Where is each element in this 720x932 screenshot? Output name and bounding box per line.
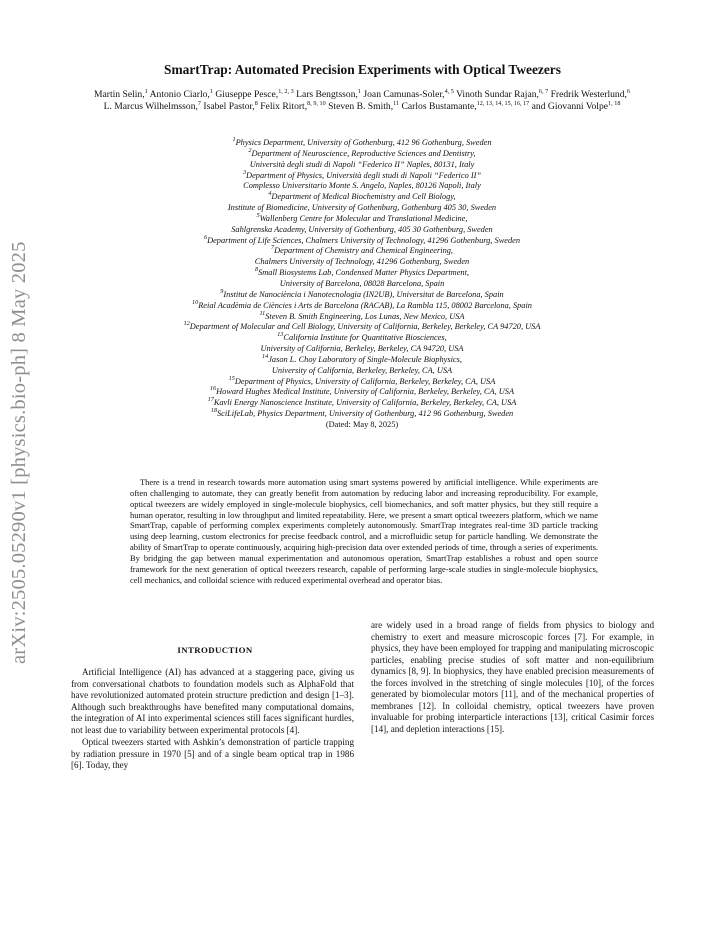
affiliation-mark: 9 (220, 288, 224, 296)
affiliation-text: Department of Chemistry and Chemical Engineering, (274, 246, 453, 256)
author-name: Joan Camunas-Soler, (363, 89, 445, 100)
body-paragraph: are widely used in a broad range of fields from physics to biology and chemistry to exert and measure microscopic forces [7]. For example, in physics, they have been employed for trapping and manipulating microscopic particles, enabling precise studies of soft matter and non-equilibrium dynamics [8, 9]. In biophysics, they have enabled precision measurements of the forces involved in the stretching of single molecules [10], of the forces generated by biomolecular motors [11], and of the mechanical properties of membranes [12]. In colloidal chemistry, optical tweezers have proven invaluable for probing interparticle interactions [13], critical Casimir forces [14], and depletion interactions [15]. (371, 620, 654, 734)
affiliation-mark: 4 (268, 190, 272, 198)
abstract-text: There is a trend in research towards more automation using smart systems powered by artificial intelligence. While experiments are often challenging to automate, they can greatly benefit from automation by reducing labor and increasing reproducibility. For example, optical tweezers are widely employed in single-molecule biophysics, cell biomechanics, and soft matter physics, but they still require a human operator, resulting in low throughput and limited repeatability. Here, we present a smart optical tweezers platform, which we name SmartTrap, capable of performing complex experiments completely autonomously. SmartTrap integrates real-time 3D particle tracking using deep learning, custom electronics for precise feedback control, and a microfluidic setup for particle handling. We demonstrate the ability of SmartTrap to operate continuously, acquiring high-precision data over extended periods of time, through a series of experiments. By bridging the gap between manual experimentation and autonomous operation, SmartTrap establishes a robust and open source framework for the next generation of optical tweezers research, capable of performing large-scale studies in single-molecule biophysics, cell mechanics, and colloidal science with reduced experimental overhead and operator bias. (130, 477, 598, 585)
author-name: L. Marcus Wilhelmsson, (103, 101, 198, 113)
section-heading: INTRODUCTION (177, 645, 253, 655)
affiliation-line (92, 192, 632, 203)
affiliation-mark: 7 (271, 244, 275, 252)
affiliation-text: Department of Physics, University of California, Berkeley, Berkeley, CA, USA (234, 376, 496, 386)
affiliation-line (92, 233, 632, 247)
affiliation-text: Small Biosystems Lab, Condensed Matter Physics Department, (258, 268, 469, 278)
affiliation-line (92, 160, 632, 171)
author-affiliation-mark: 8 (254, 100, 258, 108)
author-affiliation-mark: 1, 2, 3 (278, 87, 294, 95)
affiliation-line (92, 138, 632, 149)
body-paragraph: Optical tweezers started with Ashkin’s demonstration of particle trapping by radiation pressure in 1970 [5] and of a single beam optical trap in 1986 [6]. Today, they (71, 737, 354, 771)
author-name: Antonio Ciarlo, (149, 89, 210, 100)
affiliation-mark: 8 (255, 266, 259, 274)
affiliation-text: University of California, Berkeley, Berkeley, CA 94720, USA (260, 344, 464, 354)
affiliation-mark: 15 (228, 374, 235, 382)
affiliation-line (92, 398, 632, 409)
author-name: Martin Selin, (93, 89, 145, 100)
author-name: Carlos Bustamante, (401, 101, 477, 113)
affiliation-text: Kavli Energy Nanoscience Institute, University of California, Berkeley, Berkeley, CA, USA (213, 398, 517, 408)
affiliation-mark: 5 (256, 212, 260, 220)
body-column-right (371, 620, 654, 736)
affiliation-text: SciLifeLab, Physics Department, University of Gothenburg, 412 96 Gothenburg, Sweden (216, 409, 514, 419)
affiliation-mark: 6 (203, 233, 208, 241)
affiliation-text: Department of Molecular and Cell Biology, University of California, Berkeley, Berkeley, CA 94720, USA (189, 322, 541, 332)
affiliation-text: Wallenberg Centre for Molecular and Translational Medicine, (259, 213, 468, 223)
author-name: Giuseppe Pesce, (215, 89, 279, 100)
affiliation-line (92, 246, 632, 257)
abstract (130, 477, 598, 585)
affiliation-text: Department of Neuroscience, Reproductive Sciences and Dentistry, (251, 148, 476, 158)
author-name: Isabel Pastor, (203, 101, 255, 113)
affiliation-mark: 10 (192, 298, 199, 306)
affiliation-mark: 3 (242, 168, 247, 176)
arxiv-identifier: arXiv:2505.05290v1 [physics.bio-ph] 8 May 2025 (8, 241, 30, 664)
author-name: Lars Bengtsson, (296, 89, 358, 100)
paper-date: (Dated: May 8, 2025) (325, 419, 399, 429)
affiliation-text: Steven B. Smith Engineering, Los Lunas, New Mexico, USA (265, 311, 465, 321)
affiliation-mark: 2 (248, 147, 252, 155)
affiliation-line (92, 268, 632, 279)
affiliation-mark: 14 (262, 353, 269, 361)
affiliation-line (92, 203, 632, 214)
paper-title: SmartTrap: Automated Precision Experiments with Optical Tweezers (164, 62, 561, 77)
affiliation-line (92, 168, 632, 182)
affiliation-line (92, 290, 632, 301)
body-paragraph: Artificial Intelligence (AI) has advanced at a staggering pace, giving us from conversational chatbots to foundation models such as AlphaFold that have revolutionized automated protein structure prediction and design [1–3]. Although such breakthroughs have benefited many computational domains, the integration of AI into experimental sciences still faces significant hurdles, not least due to variability between experimental protocols [4]. (71, 667, 354, 735)
author-affiliation-mark: 11 (393, 100, 400, 108)
affiliation-text: California Institute for Quantitative Biosciences, (283, 333, 447, 343)
affiliation-line (92, 225, 632, 236)
author-affiliation-mark: 7 (197, 100, 201, 108)
affiliation-line (92, 279, 632, 290)
affiliation-line (92, 409, 632, 420)
affiliation-text: Department of Life Sciences, Chalmers University of Technology, 41296 Gothenburg, Sweden (207, 235, 521, 245)
author-list (92, 89, 632, 114)
author-affiliation-mark: 12, 13, 14, 15, 16, 17 (476, 100, 530, 108)
author-name: Felix Ritort, (260, 101, 308, 113)
affiliation-text: Institut de Nanociència i Nanotecnologia (IN2UB), Universitat de Barcelona, Spain (223, 289, 504, 299)
affiliation-list (92, 138, 632, 431)
affiliation-text: Institute of Biomedicine, University of Gothenburg, Gothenburg 405 30, Sweden (227, 203, 497, 213)
author-affiliation-mark: 1 (209, 87, 213, 95)
affiliation-mark: 13 (277, 331, 284, 339)
affiliation-line (92, 333, 632, 344)
affiliation-text: University of California, Berkeley, Berkeley, CA, USA (271, 365, 453, 375)
affiliation-text: Complesso Universitario Monte S. Angelo, Naples, 80126 Napoli, Italy (243, 181, 481, 191)
affiliation-mark: 17 (207, 396, 214, 404)
author-affiliation-mark: 1, 18 (608, 100, 621, 108)
affiliation-line (92, 257, 632, 268)
affiliation-line (92, 366, 632, 377)
affiliation-text: Physics Department, University of Gothenburg, 412 96 Gothenburg, Sweden (235, 138, 492, 147)
author-affiliation-mark: 6 (626, 87, 631, 95)
body-column-left (71, 667, 354, 773)
author-affiliation-mark: 8, 9, 10 (307, 100, 326, 108)
author-affiliation-mark: 6, 7 (538, 87, 549, 95)
author-name: Vinoth Sundar Rajan, (456, 89, 539, 100)
affiliation-mark: 18 (210, 407, 217, 415)
affiliation-mark: 12 (183, 320, 190, 328)
affiliation-line (92, 181, 632, 192)
affiliation-text: Università degli studi di Napoli “Federico II” Naples, 80131, Italy (249, 159, 475, 169)
affiliation-line (92, 387, 632, 398)
affiliation-text: Sahlgrenska Academy, University of Gothenburg, 405 30 Gothenburg, Sweden (231, 224, 493, 234)
affiliation-text: Department of Medical Biochemistry and Cell Biology, (271, 192, 456, 202)
author-name: Fredrik Westerlund, (550, 89, 627, 100)
affiliation-line (92, 344, 632, 355)
affiliation-text: Jason L. Choy Laboratory of Single-Molecule Biophysics, (268, 354, 462, 364)
affiliation-mark: 1 (232, 136, 236, 144)
affiliation-text: Howard Hughes Medical Institute, University of California, Berkeley, Berkeley, CA, USA (216, 387, 515, 397)
affiliation-line (92, 322, 632, 333)
affiliation-mark: 11 (259, 309, 266, 317)
affiliation-text: Reial Acadèmia de Ciències i Arts de Barcelona (RACAB), La Rambla 115, 08002 Barcelona, Spain (198, 300, 532, 310)
author-name: and Giovanni Volpe (531, 101, 609, 113)
affiliation-line (92, 374, 632, 388)
affiliation-text: Department of Physics, Università degli studi di Napoli “Federico II” (246, 170, 482, 180)
affiliation-line (92, 214, 632, 225)
affiliation-line (92, 309, 632, 323)
affiliation-text: Chalmers University of Technology, 41296 Gothenburg, Sweden (254, 257, 470, 267)
affiliation-line (92, 298, 632, 312)
affiliation-mark: 16 (209, 385, 217, 393)
author-affiliation-mark: 1 (144, 87, 148, 95)
author-affiliation-mark: 1 (357, 87, 361, 95)
affiliation-line (92, 355, 632, 366)
affiliation-line (92, 149, 632, 160)
author-name: Steven B. Smith, (328, 101, 394, 113)
author-affiliation-mark: 4, 5 (444, 87, 454, 95)
affiliation-text: University of Barcelona, 08028 Barcelona, Spain (279, 278, 445, 288)
